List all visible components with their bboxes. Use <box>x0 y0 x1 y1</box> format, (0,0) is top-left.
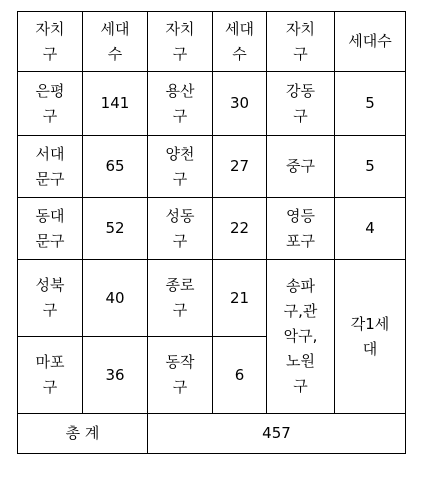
district-cell: 마포 구 <box>18 337 83 414</box>
household-count-cell: 27 <box>213 136 267 198</box>
household-count-cell: 30 <box>213 72 267 136</box>
household-count-cell: 5 <box>335 72 406 136</box>
header-district-2: 자치 구 <box>148 12 213 72</box>
district-cell: 은평 구 <box>18 72 83 136</box>
household-count-cell: 22 <box>213 198 267 260</box>
district-cell: 동작 구 <box>148 337 213 414</box>
household-count-cell: 40 <box>83 260 148 337</box>
table-row <box>18 260 406 337</box>
household-count-cell: 6 <box>213 337 267 414</box>
total-label: 총 계 <box>18 414 148 454</box>
household-count-cell: 4 <box>335 198 406 260</box>
household-count-cell: 65 <box>83 136 148 198</box>
total-row <box>18 414 406 454</box>
header-households-3: 세대수 <box>335 12 406 72</box>
district-cell: 동대 문구 <box>18 198 83 260</box>
district-cell: 성동 구 <box>148 198 213 260</box>
household-count-cell: 52 <box>83 198 148 260</box>
header-district-3: 자치 구 <box>267 12 335 72</box>
total-value: 457 <box>148 414 406 454</box>
header-households-1: 세대 수 <box>83 12 148 72</box>
district-cell: 양천 구 <box>148 136 213 198</box>
district-cell: 서대 문구 <box>18 136 83 198</box>
district-cell: 종로 구 <box>148 260 213 337</box>
district-cell: 중구 <box>267 136 335 198</box>
household-count-cell-merged: 각1세 대 <box>335 260 406 414</box>
header-households-2: 세대 수 <box>213 12 267 72</box>
table-row <box>18 72 406 136</box>
table-row <box>18 198 406 260</box>
header-district-1: 자치 구 <box>18 12 83 72</box>
district-cell: 영등 포구 <box>267 198 335 260</box>
household-count-table <box>17 11 406 454</box>
district-cell: 용산 구 <box>148 72 213 136</box>
household-count-cell: 141 <box>83 72 148 136</box>
household-count-cell: 21 <box>213 260 267 337</box>
district-cell-merged: 송파 구,관 악구, 노원 구 <box>267 260 335 414</box>
district-cell: 강동 구 <box>267 72 335 136</box>
household-count-cell: 36 <box>83 337 148 414</box>
table-row <box>18 136 406 198</box>
header-row <box>18 12 406 72</box>
household-count-cell: 5 <box>335 136 406 198</box>
district-cell: 성북 구 <box>18 260 83 337</box>
